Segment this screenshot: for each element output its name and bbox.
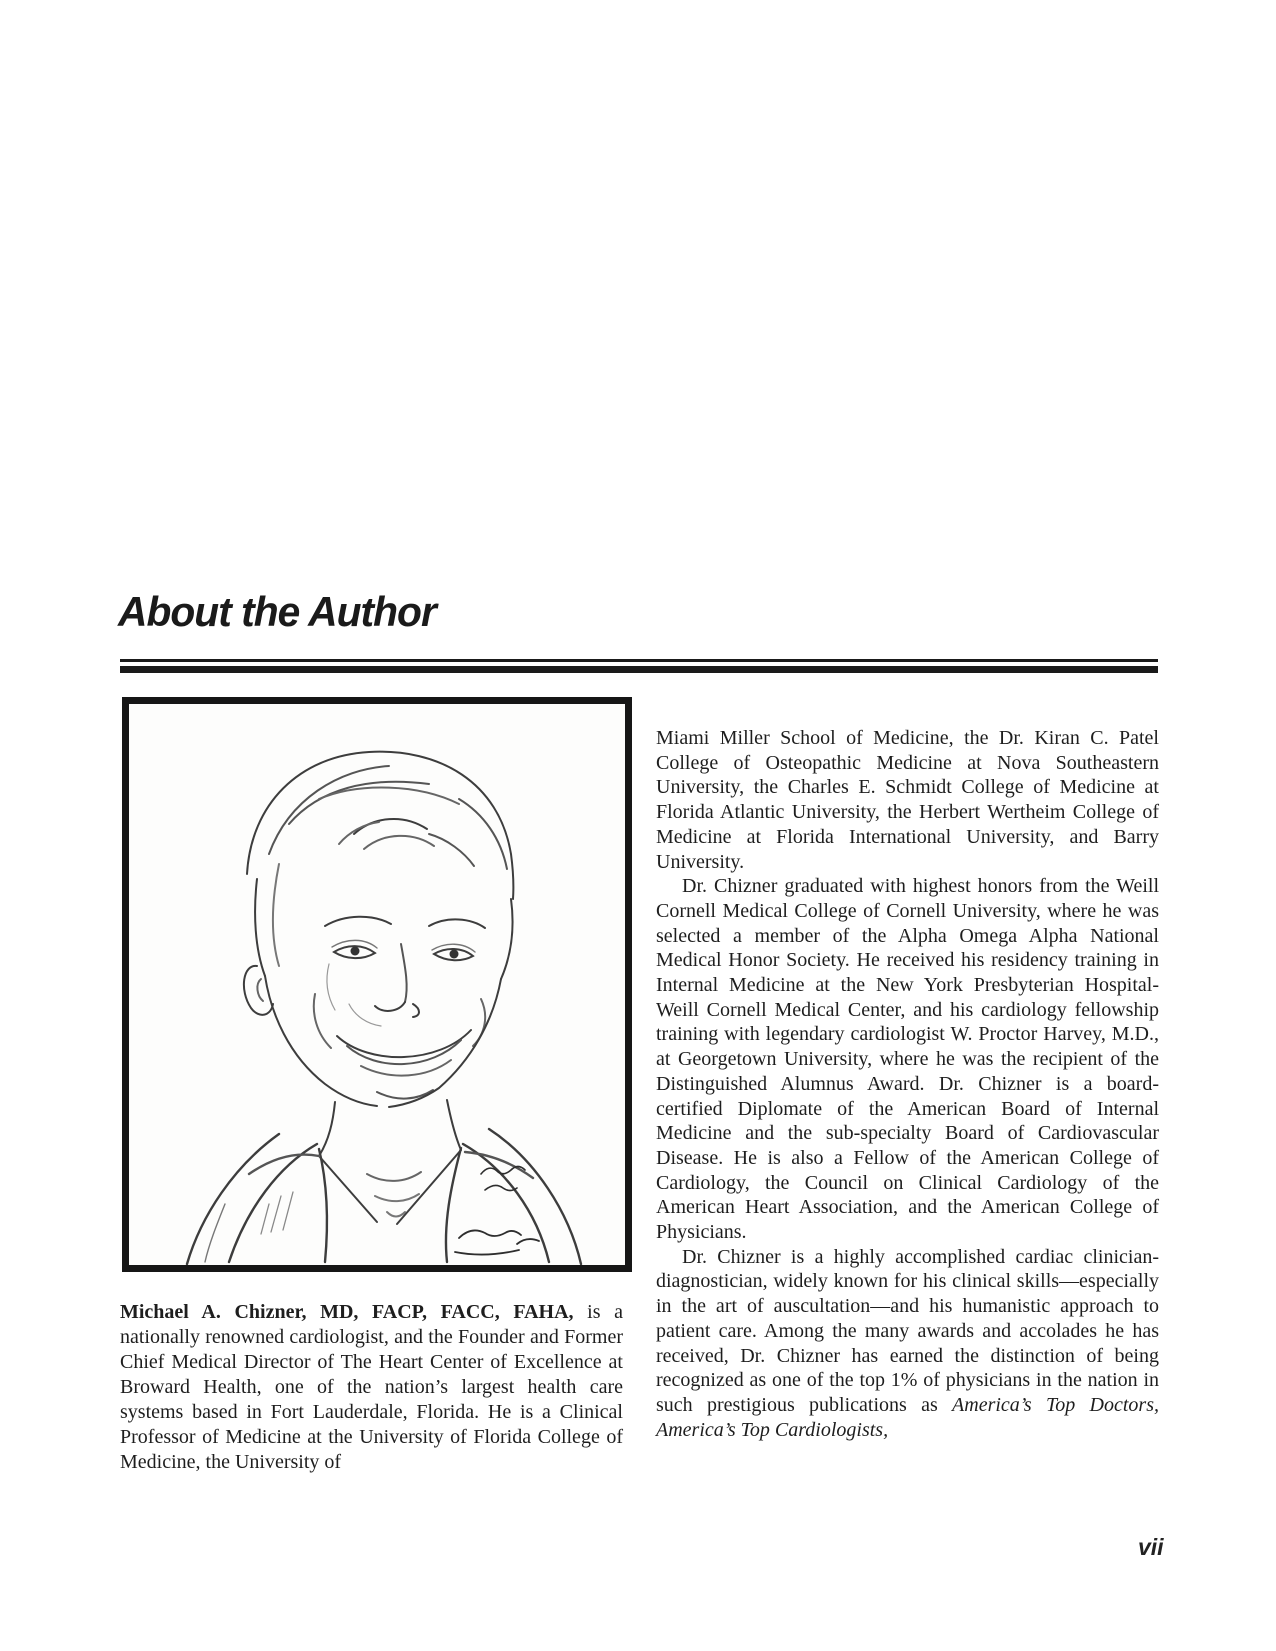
sketch-hair bbox=[247, 752, 513, 979]
author-name-credentials: Michael A. Chizner, MD, FACP, FACC, FAHA, bbox=[120, 1301, 574, 1323]
bio-paragraph-3-text: Dr. Chizner is a highly accomplished cardiac clinician-diagnostician, widely known for his clinical skills—especially in the art of auscultation—and his humanistic approach to patient care. Among the many awards and accolades he has received, Dr. Chizner has earned the distinction of being recognized as one of the top 1% of physicians in the nation in such prestigious publications as bbox=[656, 1245, 1159, 1416]
left-text-column bbox=[120, 1300, 623, 1475]
author-portrait bbox=[122, 697, 632, 1272]
bio-paragraph-1: Miami Miller School of Medicine, the Dr. Kiran C. Patel College of Osteopathic Medicine at Nova Southeastern University, the Charles E. Schmidt College of Medicine at Florida Atlantic University, the Herbert Wertheim College of Medicine at Florida International University, and Barry University. bbox=[656, 727, 1159, 873]
bio-paragraph-3 bbox=[656, 1245, 1159, 1443]
artist-signature bbox=[455, 1230, 539, 1254]
sketch-shirt bbox=[319, 1150, 461, 1224]
page-title: About the Author bbox=[118, 588, 436, 635]
sketch-face bbox=[314, 917, 485, 1099]
publication-titles: America’s Top Doctors, America’s Top Cardiologists, bbox=[656, 1393, 1159, 1441]
portrait-signature bbox=[481, 1167, 525, 1191]
sketch-jacket bbox=[187, 1129, 581, 1264]
portrait-sketch-image bbox=[129, 704, 625, 1265]
heading-rule-thin bbox=[120, 659, 1158, 662]
page-number: vii bbox=[1138, 1534, 1164, 1560]
heading-rule-thick bbox=[120, 666, 1158, 673]
sketch-jaw-neck bbox=[265, 976, 501, 1156]
bio-paragraph-2: Dr. Chizner graduated with highest honors from the Weill Cornell Medical College of Cornell University, where he was selected a member of the Alpha Omega Alpha National Medical Honor Society. He received his residency training in Internal Medicine at the New York Presbyterian Hospital-Weill Cornell Medical Center, and his cardiology fellowship training with legendary cardiologist W. Proctor Harvey, M.D., at Georgetown University, where he was the recipient of the Distinguished Alumnus Award. Dr. Chizner is a board-certified Diplomate of the American Board of Internal Medicine and the sub-specialty Board of Cardiovascular Disease. He is also a Fellow of the American College of Cardiology, the Council on Clinical Cardiology of the American Heart Association, and the American College of Physicians. bbox=[656, 875, 1159, 1244]
right-text-column bbox=[656, 726, 1159, 1442]
author-intro-paragraph bbox=[120, 1300, 623, 1475]
author-intro-text: is a nationally renowned cardiologist, and the Founder and Former Chief Medical Director of The Heart Center of Excellence at Broward Health, one of the nation’s largest health care systems based in Fort Lauderdale, Florida. He is a Clinical Professor of Medicine at the University of Florida College of Medicine, the University of bbox=[120, 1301, 624, 1473]
